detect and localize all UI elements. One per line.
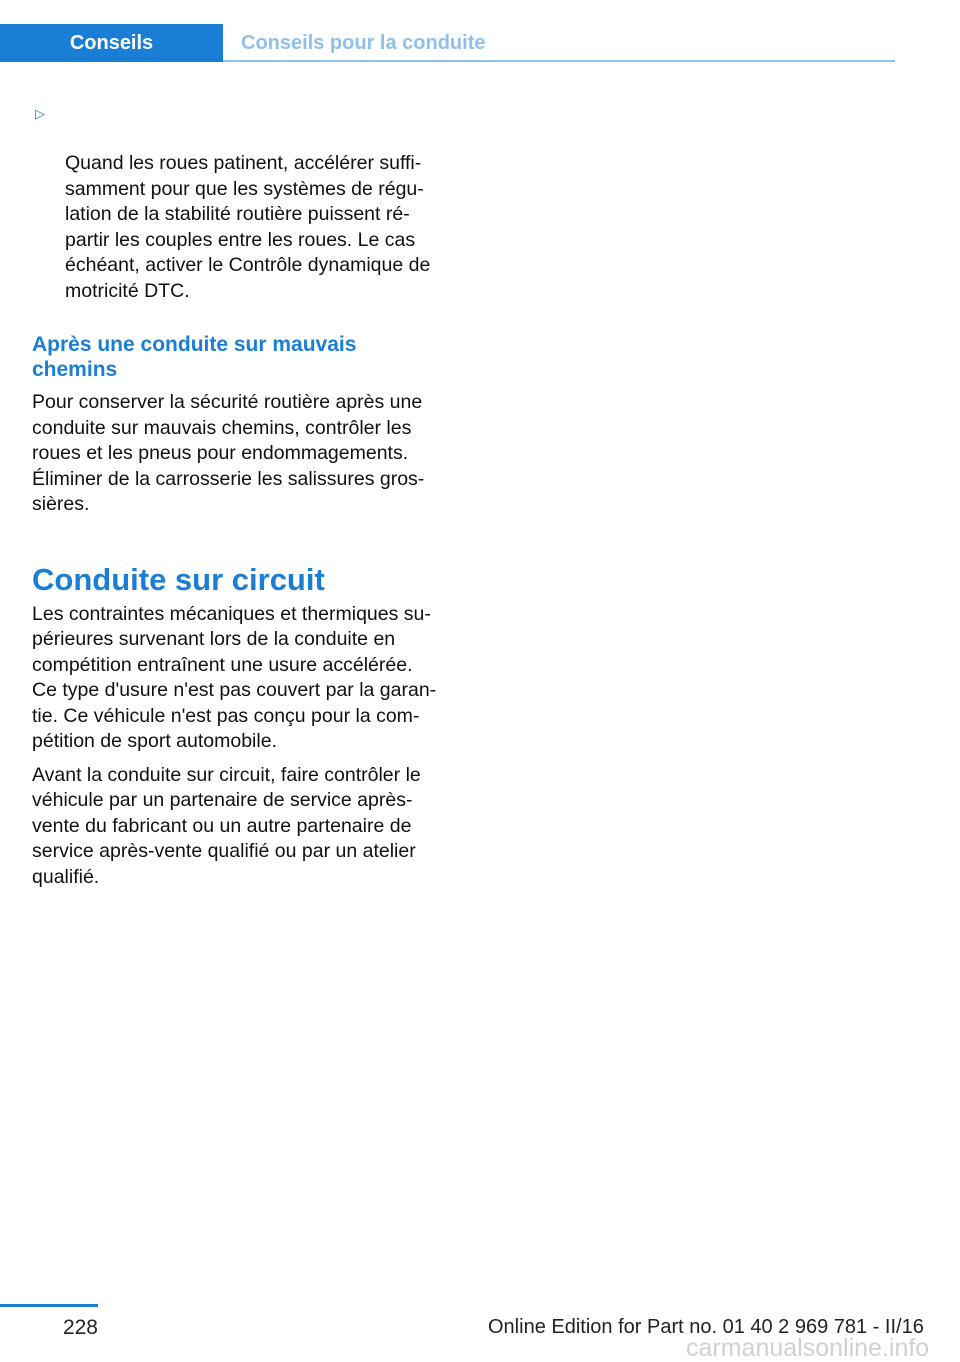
footer-divider (0, 1304, 98, 1307)
section-heading-bad-roads: Après une conduite sur mauvais chemins (32, 333, 357, 381)
page-header (0, 24, 895, 62)
paragraph-bad-roads: Pour conserver la sécurité routière après une conduite sur mauvais chemins, contrôler les roues et les pneus pour endommagements. Éliminer de la carrosserie les salissures gros- sières. (32, 391, 425, 515)
paragraph-circuit-2: Avant la conduite sur circuit, faire contrôler le véhicule par un partenaire de service après- vente du fabricant ou un autre partenaire de service après-vente qualifié ou par un atelier qualifié. (32, 763, 421, 888)
chapter-tab[interactable]: Conseils (0, 24, 223, 62)
bullet-text: Quand les roues patinent, accélérer suffi- samment pour que les systèmes de régu- lation de la stabilité routière puissent ré- partir les couples entre les roues. Le cas échéant, activer le Contrôle dynamique de motricité DTC. (65, 152, 431, 302)
paragraph-circuit-1: Les contraintes mécaniques et thermiques su- périeures survenant lors de la conduite en compétition entraînent une usure accélérée. Ce type d'usure n'est pas couvert par la garan- tie. Ce véhicule n'est pas conçu pour la com- pétition de sport automobile. (32, 602, 437, 752)
triangle-bullet-icon: ▷ (35, 106, 45, 121)
content-column (32, 100, 452, 890)
section-title-circuit: Conduite sur circuit (32, 561, 325, 597)
page-number: 228 (62, 1316, 98, 1339)
section-tab[interactable]: Conseils pour la conduite (241, 32, 486, 54)
watermark: carmanualsonline.info (686, 1334, 930, 1362)
bullet-item (32, 100, 452, 304)
header-divider (223, 60, 895, 62)
edition-note: Online Edition for Part no. 01 40 2 969 781 - II/16 (488, 1316, 924, 1338)
